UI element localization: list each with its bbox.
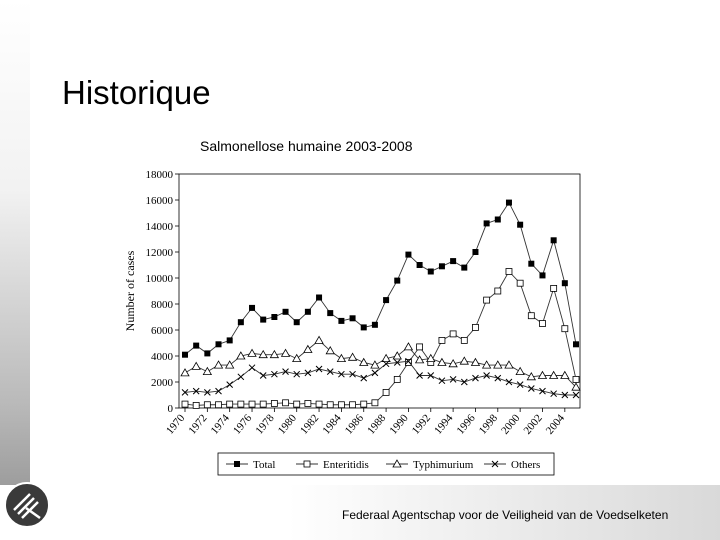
data-point-typhimurium [226,361,234,368]
data-point-typhimurium [248,349,256,356]
data-point-total [383,297,389,303]
series-line-enteritidis [185,272,576,406]
data-point-others [283,369,289,375]
data-point-enteritidis [539,321,545,327]
data-point-typhimurium [561,372,569,379]
data-point-others [528,386,534,392]
x-tick-label: 1996 [454,412,478,437]
x-tick-label: 2000 [499,412,523,437]
agency-logo [2,480,52,530]
data-point-enteritidis [204,402,210,408]
data-point-enteritidis [461,337,467,343]
data-point-total [227,337,233,343]
data-point-total [305,309,311,315]
data-point-total [506,200,512,206]
y-tick-label: 2000 [151,377,173,389]
data-point-enteritidis [294,401,300,407]
data-point-typhimurium [282,349,290,356]
y-tick-label: 4000 [151,351,173,363]
x-tick-label: 1998 [476,412,501,437]
data-point-others [227,382,233,388]
data-point-total [539,272,545,278]
y-tick-label: 6000 [151,325,173,337]
data-point-total [338,318,344,324]
y-tick-label: 0 [167,403,173,415]
chart-subtitle: Salmonellose humaine 2003-2008 [200,138,413,154]
data-point-enteritidis [216,402,222,408]
data-point-total [316,295,322,301]
data-point-enteritidis [238,401,244,407]
x-tick-label: 1992 [409,412,434,437]
data-point-typhimurium [360,359,368,366]
slide-title: Historique [62,74,211,111]
data-point-total [283,309,289,315]
x-tick-label: 1980 [275,412,300,437]
legend-label: Total [253,459,276,471]
x-tick-label: 1986 [342,412,367,437]
data-point-typhimurium [349,353,357,360]
data-point-total [528,261,534,267]
footer-text: Federaal Agentschap voor de Veiligheid van de Voedselketen [342,508,669,522]
data-point-total [204,350,210,356]
data-point-enteritidis [316,401,322,407]
data-point-total [562,280,568,286]
data-point-enteritidis [227,401,233,407]
data-point-enteritidis [182,401,188,407]
data-point-others [517,382,523,388]
data-point-enteritidis [327,402,333,408]
data-point-enteritidis [305,400,311,406]
data-point-typhimurium [460,357,468,364]
x-tick-label: 1988 [365,412,389,437]
data-point-enteritidis [372,400,378,406]
x-tick-label: 1972 [186,412,210,437]
data-point-total [372,322,378,328]
data-point-typhimurium [215,361,223,368]
x-tick-label: 1982 [298,412,322,437]
data-point-total [517,222,523,228]
data-point-total [238,319,244,325]
data-point-typhimurium [538,372,546,379]
data-point-total [450,258,456,264]
x-tick-label: 1990 [387,412,411,437]
data-point-enteritidis [528,313,534,319]
data-point-typhimurium [505,361,513,368]
data-point-total [193,343,199,349]
x-tick-label: 1974 [208,412,232,437]
data-point-total [484,220,490,226]
data-point-enteritidis [484,297,490,303]
data-point-typhimurium [516,368,524,375]
x-tick-label: 1994 [432,412,456,437]
data-point-others [327,369,333,375]
x-tick-label: 2002 [521,412,545,437]
x-tick-label: 2004 [543,412,568,437]
data-point-others [495,375,501,381]
data-point-total [551,237,557,243]
data-point-typhimurium [192,362,200,369]
data-point-enteritidis [439,337,445,343]
data-point-total [405,252,411,258]
data-point-total [327,310,333,316]
data-point-enteritidis [506,269,512,275]
data-point-typhimurium [550,372,558,379]
data-point-others [361,375,367,381]
y-tick-label: 8000 [151,299,173,311]
series-line-others [185,361,576,395]
data-point-enteritidis [417,344,423,350]
data-point-enteritidis [394,376,400,382]
series-line-typhimurium [185,340,576,387]
data-point-total [573,341,579,347]
data-point-total [472,249,478,255]
data-point-others [461,379,467,385]
data-point-typhimurium [315,336,323,343]
data-point-enteritidis [361,401,367,407]
data-point-enteritidis [562,326,568,332]
data-point-total [495,217,501,223]
data-point-typhimurium [438,359,446,366]
x-tick-label: 1976 [230,412,255,437]
data-point-others [472,375,478,381]
data-point-enteritidis [338,402,344,408]
data-point-total [249,305,255,311]
data-point-typhimurium [404,343,412,350]
data-point-total [428,269,434,275]
data-point-typhimurium [304,346,312,353]
data-point-typhimurium [494,361,502,368]
legend-marker-enteritidis [304,461,310,467]
data-point-total [216,341,222,347]
data-point-typhimurium [181,369,189,376]
x-tick-label: 1970 [163,412,188,437]
data-point-enteritidis [472,324,478,330]
data-point-typhimurium [293,355,301,362]
data-point-others [539,388,545,394]
data-point-enteritidis [193,402,199,408]
data-point-enteritidis [260,401,266,407]
data-point-enteritidis [573,376,579,382]
data-point-others [484,373,490,379]
data-point-total [294,319,300,325]
x-tick-label: 1978 [253,412,277,437]
data-point-total [361,324,367,330]
x-tick-label: 1984 [320,412,344,437]
data-point-enteritidis [517,280,523,286]
data-point-total [417,262,423,268]
y-tick-label: 10000 [145,273,173,285]
legend-label: Others [511,459,541,471]
data-point-total [260,317,266,323]
data-point-typhimurium [203,368,211,375]
data-point-others [506,379,512,385]
data-point-enteritidis [283,400,289,406]
data-point-total [182,352,188,358]
y-tick-label: 12000 [145,247,173,259]
data-point-others [238,374,244,380]
data-point-enteritidis [249,401,255,407]
data-point-enteritidis [383,389,389,395]
data-point-enteritidis [450,331,456,337]
data-point-others [372,370,378,376]
y-axis-label: Number of cases [123,250,137,332]
legend-label: Typhimurium [413,459,474,471]
y-tick-label: 18000 [145,169,173,181]
data-point-total [271,314,277,320]
data-point-enteritidis [271,400,277,406]
data-point-others [316,366,322,372]
y-tick-label: 14000 [145,221,173,233]
data-point-total [439,263,445,269]
legend-label: Enteritidis [323,459,369,471]
data-point-total [394,278,400,284]
data-point-enteritidis [495,288,501,294]
data-point-others [249,365,255,371]
data-point-typhimurium [393,352,401,359]
data-point-total [461,265,467,271]
y-tick-label: 16000 [145,195,173,207]
data-point-enteritidis [350,402,356,408]
legend-marker-total [234,461,240,467]
data-point-enteritidis [551,285,557,291]
data-point-total [350,315,356,321]
